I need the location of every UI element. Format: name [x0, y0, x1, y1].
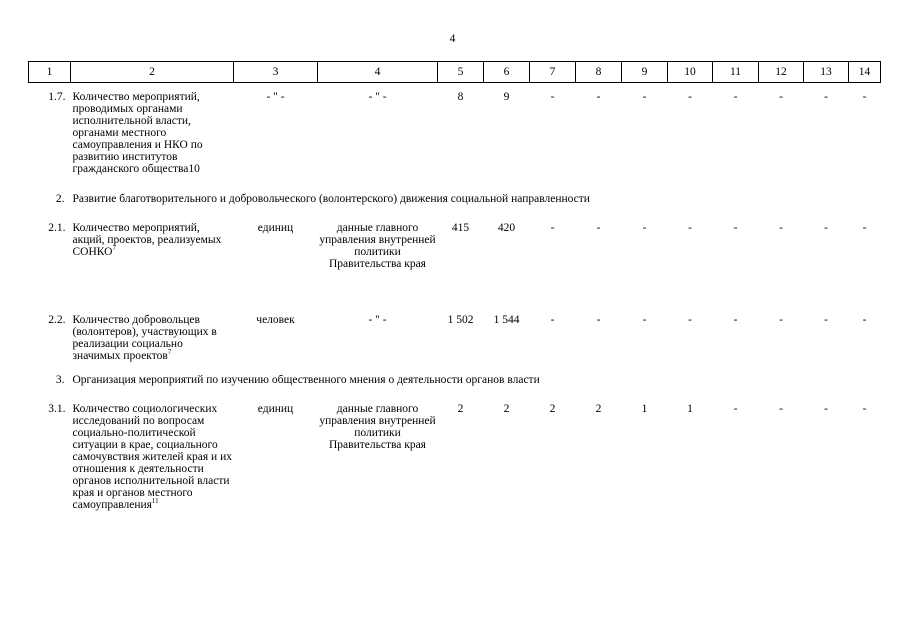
- footnote-mark: 7: [167, 348, 172, 357]
- table-row: [29, 215, 881, 308]
- value-cell: -: [550, 314, 555, 326]
- value-cell: 420: [497, 222, 516, 234]
- value-cell: -: [596, 222, 601, 234]
- header-cell: 12: [759, 62, 804, 83]
- header-cell: 13: [804, 62, 849, 83]
- indicator-name: Количество мероприятий, проводимых органами исполнительной власти, органами местного самоуправления и НКО по развитию институтов гражданского общества10: [72, 91, 203, 175]
- row-number: 1.7.: [48, 91, 66, 103]
- value-cell: 2: [503, 403, 510, 415]
- value-cell: -: [550, 222, 555, 234]
- value-cell: 1 544: [493, 314, 520, 326]
- header-cell: 5: [438, 62, 484, 83]
- table-row: [29, 83, 881, 191]
- row-number: 3.1.: [48, 403, 66, 415]
- indicator-name: [71, 215, 234, 308]
- unit-cell: единиц: [257, 403, 294, 415]
- value-cell: -: [642, 91, 647, 103]
- section-number: 2.: [55, 193, 65, 205]
- value-cell: -: [779, 222, 783, 234]
- value-cell: -: [779, 403, 783, 415]
- value-cell: -: [824, 91, 828, 103]
- value-cell: -: [862, 91, 867, 103]
- value-cell: -: [688, 222, 692, 234]
- value-cell: 2: [595, 403, 602, 415]
- row-number: 2.2.: [48, 314, 66, 326]
- indicator-name-text: Количество добровольцев (волонтеров), участвующих в реализации социально значимых проектов: [72, 314, 217, 362]
- indicators-table: [28, 61, 881, 553]
- value-cell: -: [862, 222, 867, 234]
- header-cell: 1: [29, 62, 71, 83]
- table-row: [29, 308, 881, 374]
- header-cell: 8: [576, 62, 622, 83]
- value-cell: -: [550, 91, 555, 103]
- value-cell: -: [596, 314, 601, 326]
- table-row: [29, 396, 881, 553]
- value-cell: -: [779, 91, 783, 103]
- footnote-mark: 11: [151, 497, 159, 506]
- value-cell: 1 502: [447, 314, 474, 326]
- value-cell: 2: [549, 403, 556, 415]
- value-cell: -: [642, 222, 647, 234]
- unit-cell: - " -: [266, 91, 285, 103]
- source-cell: - " -: [368, 91, 387, 103]
- section-row: [29, 374, 881, 396]
- section-title: Организация мероприятий по изучению общественного мнения о деятельности органов власти: [72, 374, 540, 386]
- value-cell: -: [862, 314, 867, 326]
- value-cell: -: [688, 91, 692, 103]
- value-cell: -: [824, 314, 828, 326]
- value-cell: 2: [457, 403, 464, 415]
- header-cell: 14: [849, 62, 881, 83]
- value-cell: -: [733, 314, 738, 326]
- value-cell: -: [733, 403, 738, 415]
- page-number: 4: [449, 33, 456, 45]
- value-cell: 415: [451, 222, 470, 234]
- header-cell: 6: [484, 62, 530, 83]
- value-cell: 9: [503, 91, 510, 103]
- unit-cell: единиц: [257, 222, 294, 234]
- indicator-name-text: Количество социологических исследований по вопросам социально-политической ситуации в крае, социального самочувствия жителей края и их отношения к деятельности органов исполнительной власти края и органов местного самоуправления: [72, 403, 232, 511]
- value-cell: -: [862, 403, 867, 415]
- value-cell: -: [779, 314, 783, 326]
- header-cell: 2: [71, 62, 234, 83]
- indicator-name-text: Количество мероприятий, акций, проектов, реализуемых СОНКО: [72, 222, 222, 258]
- value-cell: 1: [641, 403, 648, 415]
- source-cell: - " -: [368, 314, 387, 326]
- value-cell: -: [688, 314, 692, 326]
- footnote-mark: 7: [112, 244, 116, 253]
- header-cell: 11: [713, 62, 759, 83]
- row-number: 2.1.: [48, 222, 66, 234]
- value-cell: 8: [457, 91, 464, 103]
- header-cell: 10: [668, 62, 713, 83]
- value-cell: -: [733, 222, 738, 234]
- source-cell: данные главного управления внутренней политики Правительства края: [319, 403, 436, 451]
- section-number: 3.: [55, 374, 65, 386]
- indicator-name: [71, 396, 234, 553]
- unit-cell: человек: [256, 314, 295, 326]
- header-cell: 4: [318, 62, 438, 83]
- value-cell: 1: [687, 403, 693, 415]
- section-title: Развитие благотворительного и добровольческого (волонтерского) движения социальной направленности: [72, 193, 590, 205]
- value-cell: -: [642, 314, 647, 326]
- header-cell: 3: [234, 62, 318, 83]
- header-row: [29, 62, 881, 83]
- value-cell: -: [824, 222, 828, 234]
- header-cell: 9: [622, 62, 668, 83]
- value-cell: -: [824, 403, 828, 415]
- section-row: [29, 190, 881, 215]
- source-cell: данные главного управления внутренней политики Правительства края: [319, 222, 436, 270]
- value-cell: -: [596, 91, 601, 103]
- value-cell: -: [733, 91, 738, 103]
- header-cell: 7: [530, 62, 576, 83]
- indicator-name: [71, 308, 234, 374]
